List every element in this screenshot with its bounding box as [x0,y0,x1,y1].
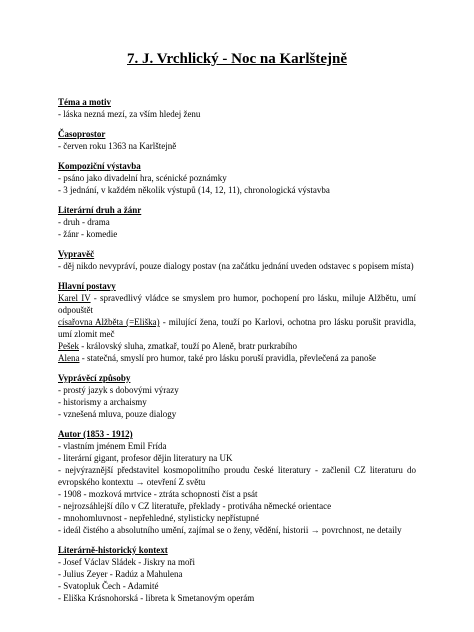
section-kontext [58,544,416,604]
text-line: - literární gigant, profesor dějin literatury na UK [58,453,233,463]
text-line: - mnohomluvnost - nepřehledné, stylisticky nepřístupné [58,513,259,523]
text-line: - žánr - komedie [58,229,118,239]
text-line: - vlastním jménem Emil Frída [58,441,167,451]
section-tema [58,96,416,120]
section-casoprostor [58,128,416,152]
character-name: Alena [58,353,80,363]
section-heading: Vyprávěcí způsoby [58,373,131,383]
text-line: - psáno jako divadelní hra, scénické poznámky [58,173,227,183]
section-heading: Literárně-historický kontext [58,545,168,555]
section-autor [58,428,416,536]
text-line: - láska nezná mezí, za vším hledej ženu [58,109,201,119]
section-heading: Vypravěč [58,249,95,259]
text-line: - druh - drama [58,217,110,227]
text-line: - 1908 - mozková mrtvice - ztráta schopnosti číst a psát [58,489,258,499]
character-name: Karel IV [58,293,91,303]
section-kompozice [58,160,416,196]
character-description: - statečná, smyslí pro humor, také pro lásku poruší pravidla, převlečená za panoše [79,353,377,363]
section-heading: Hlavní postavy [58,281,116,291]
section-heading: Autor (1853 - 1912) [58,429,133,439]
text-line: - vznešená mluva, pouze dialogy [58,409,177,419]
section-heading: Časoprostor [58,129,106,139]
text-line: - Josef Václav Sládek - Jiskry na moři [58,557,196,567]
text-line: - Eliška Krásnohorská - libreta k Smetanovým operám [58,593,255,603]
character-name: Pešek [58,341,79,351]
character-description: - milující žena, touží po Karlovi, ochotna pro lásku porušit pravidla, umí zlomit meč [58,317,416,339]
character-entry [58,340,416,352]
text-line: - Julius Zeyer - Radúz a Mahulena [58,569,183,579]
text-line: - červen roku 1363 na Karlštejně [58,141,177,151]
text-line: - Svatopluk Čech - Adamité [58,581,159,591]
section-heading: Kompoziční výstavba [58,161,141,171]
text-line: - ideál čistého a absolutního umění, zajímal se o ženy, vědění, historii → povrchnost, ne detaily [58,525,402,535]
character-name: císařovna Alžběta (=Eliška) [58,317,160,327]
text-line: - děj nikdo nevypráví, pouze dialogy postav (na začátku jednání uveden odstavec s popisem místa) [58,261,414,271]
character-description: - královský sluha, zmatkař, touží po Aleně, bratr purkrabího [79,341,297,351]
character-entry [58,316,416,340]
text-line: - nejvýraznější představitel kosmopolitního proudu české literatury - začlenil CZ literaturu do evropského kontextu → otevření Z světu [58,465,416,487]
section-heading: Literární druh a žánr [58,205,142,215]
section-postavy [58,280,416,364]
section-druh [58,204,416,240]
section-zpusoby [58,372,416,420]
text-line: - historismy a archaismy [58,397,147,407]
text-line: - prostý jazyk s dobovými výrazy [58,385,179,395]
document-title: 7. J. Vrchlický - Noc na Karlštejně [127,51,347,67]
text-line: - nejrozsáhlejší dílo v CZ literatuře, překlady - protiváha německé orientace [58,501,332,511]
character-entry [58,292,416,316]
character-entry [58,352,416,364]
section-vypravec [58,248,416,272]
character-description: - spravedlivý vládce se smyslem pro humor, pochopení pro lásku, miluje Alžbětu, umí odpouštět [58,293,416,315]
text-line: - 3 jednání, v každém několik výstupů (14, 12, 11), chronologická výstavba [58,185,330,195]
section-heading: Téma a motiv [58,97,111,107]
